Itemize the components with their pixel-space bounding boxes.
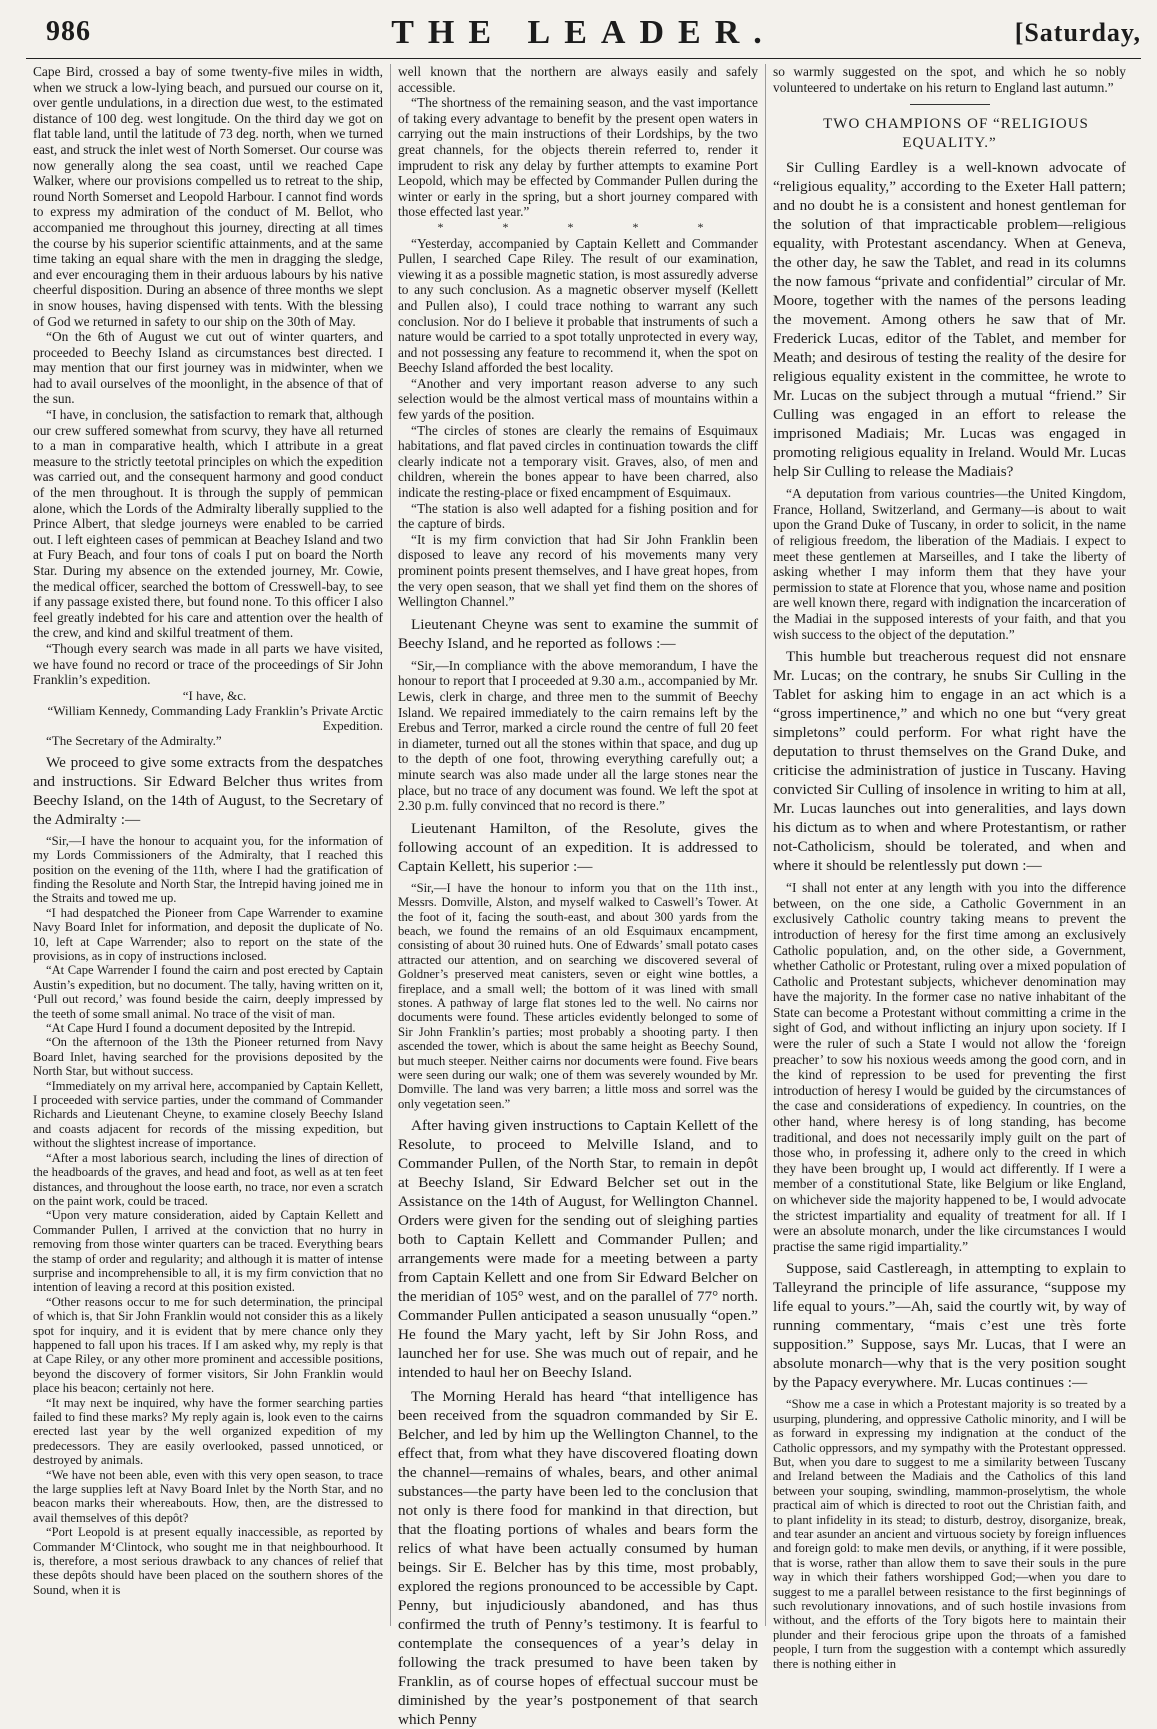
paragraph: Suppose, said Castlereagh, in attempting to explain to Talleyrand the principle of life assurance, “suppose my life equal to yours.”—Ah, said the courtly wit, by way of running commentary, “mais c’est une très forte supposition.” Suppose, says Mr. Lucas, that I were an absolute monarch—why that is the very position sought by the Papacy everywhere. Mr. Lucas continues :— (773, 1260, 1126, 1392)
paragraph: After having given instructions to Captain Kellett of the Resolute, to proceed to Melville Island, and to Commander Pullen, of the North Star, to remain in depôt at Beechy Island, Sir Edward Belcher set out in the Assistance on the 14th of August, for Wellington Channel. Orders were given for the sending out of sleighing parties both to Captain Kellett and Commander Pullen; and arrangements were made for a meeting between a party from Captain Kellett and one from Sir Edward Belcher on the meridian of 105° west, and on the parallel of 77° north. Commander Pullen anticipated a season unusually “open.” He found the Mary yacht, left by Sir John Ross, and launched her for use. She was much out of repair, and he intended to haul her on Beechy Island. (398, 1117, 758, 1382)
signature-name: “William Kennedy, Commanding Lady Franklin’s Private Arctic Expedition. (47, 702, 383, 733)
paragraph: “Immediately on my arrival here, accompanied by Captain Kellett, I proceeded with service parties, under the command of Commander Richards and Lieutenant Cheyne, to examine closely Beechy Island and coasts adjacent for records of the missing expedition, but without the slightest increase of importance. (33, 1078, 383, 1151)
paragraph: “I had despatched the Pioneer from Cape Warrender to examine Navy Board Inlet for information, and deposit the duplicate of No. 10, left at Cape Warrender; also to report on the state of the provisions, as in copy of instructions inclosed. (33, 905, 383, 963)
paragraph: “Though every search was made in all parts we have visited, we have found no record or trace of the proceedings of Sir John Franklin’s expedition. (33, 640, 383, 688)
paragraph: “Yesterday, accompanied by Captain Kellett and Commander Pullen, I searched Cape Riley. The result of our examination, viewing it as a possible magnetic station, is most assuredly adverse to any such conclusion. As a magnetic observer myself (Kellett and Pullen also), I could trace nothing to warrant any such conclusion. Nor do I believe it probable that instruments of such a nature would be carried to a spot totally unprotected in every way, and not possessing any feature to recommend it, when the spot on Beechy Island afforded the best locality. (398, 235, 758, 376)
paragraph: “I have, in conclusion, the satisfaction to remark that, although our crew suffered somewhat from scurvy, they have all returned to a man in comparative health, which I attribute in a great measure to the strictly teetotal principles on which the expedition was carried out, and the consequent harmony and good conduct of the men throughout. It is through the supply of pemmican alone, which the Lords of the Admiralty liberally supplied to the Prince Albert, that sledge journeys were enabled to be carried out. I left eighteen cases of pemmican at Beachey Island and two at Fury Beach, and four tons of coals I put on board the North Star. During my absence on the extended journey, Mr. Cowie, the medical officer, searched the bottom of Cresswell-bay, to see if any passage existed there, but found none. To this officer I also feel greatly indebted for his care and attention over the health of the crew, and kind and skilful treatment of them. (33, 407, 383, 641)
paragraph: “On the afternoon of the 13th the Pioneer returned from Navy Board Inlet, having searched for the provisions deposited by the North Star, but without success. (33, 1035, 383, 1079)
column-1 (26, 64, 390, 1626)
paragraph: This humble but treacherous request did not ensnare Mr. Lucas; on the contrary, he snubs Sir Culling in the Tablet for asking him to engage in an act which is a “gross impertinence,” and which no one but “very great simpletons” could perform. For what right have the deputation to thrust themselves on the Grand Duke, and criticise the administration of justice in Tuscany. Having convicted Sir Culling of insolence in writing to him at all, Mr. Lucas launches out into generalities, and lays down his dictum as to when and where Protestantism, or rather not-Catholicism, should be tolerated, and when and where it should be relentlessly put down :— (773, 648, 1126, 875)
column-3 (765, 64, 1133, 1671)
paragraph: “At Cape Warrender I found the cairn and post erected by Captain Austin’s expedition, but no document. The tally, having written on it, ‘Pull out record,’ was found beside the cairn, deeply impressed by the teeth of some small animal. No trace of the visit of man. (33, 963, 383, 1021)
paragraph: “Port Leopold is at present equally inaccessible, as reported by Commander M‘Clintock, who sought me in that neighbourhood. It is, therefore, a most serious drawback to any chances of relief that these depôts should have been placed on the southern shores of the Sound, when it is (33, 1525, 383, 1597)
section-divider (910, 104, 990, 105)
paragraph: “Sir,—I have the honour to inform you that on the 11th inst., Messrs. Domville, Alston, and myself walked to Caswell’s Tower. At the foot of it, facing the south-east, and about 300 yards from the beach, we found the remains of an old Esquimaux encampment, consisting of about 30 ruined huts. One of Edwards’ small potato cases attracted our attention, and on searching we discovered several of Goldner’s preserved meat canisters, seven or eight wine bottles, a fireplace, and a small well; the bottom of it was lined with small stones. A pathway of large flat stones led to the well. No cairns nor documents were found. These articles evidently belonged to some of Sir John Franklin’s parties; most probably a shooting party. I then ascended the tower, which is about the same height as Beechy Sound, but much steeper. Neither cairns nor documents were found. Five bears were seen during our walk; one of them was severely wounded by Mr. Domville. The land was very barren; a little moss and sorrel was the only vegetation seen.” (398, 880, 758, 1111)
section-stars: * * * * * (437, 219, 732, 234)
page-header (26, 12, 1141, 59)
column-2 (390, 64, 765, 1729)
paragraph: so warmly suggested on the spot, and which he so nobly volunteered to undertake on his return to England last autumn.” (773, 64, 1126, 95)
paragraph: “Sir,—I have the honour to acquaint you, for the information of my Lords Commissioners of the Admiralty, that I reached this position on the evening of the 11th, where I had the gratification of finding the Resolute and North Star, the Intrepid having joined me in the Straits and towed me up. (33, 833, 383, 906)
masthead: THE LEADER. (391, 14, 776, 51)
paragraph: We proceed to give some extracts from the despatches and instructions. Sir Edward Belcher thus writes from Beechy Island, on the 14th of August, to the Secretary of the Admiralty :— (33, 753, 383, 828)
paragraph: “After a most laborious search, including the lines of direction of the headboards of the graves, and head and foot, as well as at ten feet distances, and throughout the loose earth, no trace, nor even a scratch on the paint work, could be traced. (33, 1150, 383, 1208)
paragraph: Lieutenant Hamilton, of the Resolute, gives the following account of an expedition. It is addressed to Captain Kellett, his superior :— (398, 819, 758, 875)
paragraph: “The station is also well adapted for a fishing position and for the capture of birds. (398, 500, 758, 532)
paragraph: well known that the northern are always easily and safely accessible. (398, 64, 758, 95)
paragraph: “Upon very mature consideration, aided by Captain Kellett and Commander Pullen, I arrived at the conviction that no hurry in removing from those winter quarters can be traced. Everything bears the stamp of order and regularity; and although it is matter of intense surprise and incomprehensible to all, it is my firm conviction that no intention of leaving a record at this position existed. (33, 1208, 383, 1295)
signature-line: “I have, &c. (182, 687, 247, 703)
paragraph: “Show me a case in which a Protestant majority is so treated by a usurping, plundering, and oppressive Catholic minority, and I will be as forward in expressing my indignation at the conduct of the Catholic oppressors, and my sympathy with the Protestant oppressed. But, when you dare to suggest to me a similarity between Tuscany and Ireland between the Madiais and the Catholics of this land between your souping, swindling, mammon-proselytism, the whole practical aim of which is directed to root out the Christian faith, and to plant infidelity in its stead; to disturb, destroy, disorganize, break, and tear asunder an ancient and virtuous society by foreign influences and foreign gold: to make men devils, or anything, if it were possible, that is worse, rather than allow them to save their souls in the pure way in which their fathers worshipped God;—when you dare to suggest to me a parallel between resistance to the first beginnings of such revolutionary innovations, and of such hostile invasions from without, and the efforts of the Tory bigots here to maintain their plunder and their ferocious gripe upon the throats of a famished people, I turn from the suggestion with a contempt which assuredly there is nothing either in (773, 1397, 1126, 1671)
paragraph: “The circles of stones are clearly the remains of Esquimaux habitations, and flat paved circles in continuation towards the cliff clearly indicate not a temporary visit. Graves, also, of men and children, wherein the bones appear to have been charred, also indicate the resting-place or fixed encampment of Esquimaux. (398, 422, 758, 501)
paragraph: “I shall not enter at any length with you into the difference between, on the one side, a Catholic Government in an exclusively Catholic country taking means to prevent the introduction of heresy for the first time among an exclusively Catholic population, and, on the other side, a Government, whether Catholic or Protestant, ruling over a mixed population of Catholic and Protestant subjects, whichever denomination may have the majority. In the former case no native inhabitant of the State can become a Protestant without committing a crime in the sight of God, and without inflicting an injury upon society. If I were the ruler of such a State I would not allow the ‘foreign preacher’ to sow his noxious weeds among the good corn, and in the kind of repression to be used for preventing the first introduction of heresy I would be guided by the circumstances of the case and considerations of expediency. In countries, on the other hand, where heresy is of long standing, has become traditional, and does not necessarily imply guilt on the part of those who, in professing it, adhere only to the creed in which they have been brought up, I would act differently. If I were a member of a constitutional State, like Belgium or like England, on whichever side the majority happened to be, I would advocate the strictest impartiality and equality of treatment for all. If I were an absolute monarch, under the like circumstances I would practise the same rigid impartiality.” (773, 880, 1126, 1254)
paragraph: “Sir,—In compliance with the above memorandum, I have the honour to report that I proceeded at 9.30 a.m., accompanied by Mr. Lewis, clerk in charge, and three men to the summit of Beechy Island. We repaired immediately to the cairn remains left by the Erebus and Terror, marked a circle round the centre of full 20 feet in diameter, turned out all the stones within that space, and dug up to the depth of one foot, throwing everything carefully out; a minute search was also made under all the large stones near the place, but no trace of any document was found. We left the spot at 2.30 p.m. fully convinced that no record is there.” (398, 657, 758, 814)
paragraph: “Another and very important reason adverse to any such selection would be the almost vertical mass of mountains within a few yards of the position. (398, 375, 758, 423)
paragraph: The Morning Herald has heard “that intelligence has been received from the squadron commanded by Sir E. Belcher, and led by him up the Wellington Channel, to the effect that, from what they have discovered floating down the channel—remains of whales, bears, and other animal substances—the party have been led to the conclusion that not only is there food for mankind in that direction, but that the floating portions of whales and bears form the relics of what have been actually consumed by human beings. Sir E. Belcher has by this time, most probably, explored the regions pronounced to be accessible by Capt. Penny, but injudiciously abandoned, and has thus confirmed the truth of Penny’s testimony. It is fearful to contemplate the consequences of a year’s delay in following the track presumed to have been taken by Franklin, as of course hopes of effectual succour must be diminished by the year’s postponement of that search which Penny (398, 1388, 758, 1729)
issue-day: [Saturday, (1014, 18, 1141, 47)
addressee: “The Secretary of the Admiralty.” (46, 732, 222, 748)
paragraph: “It is my firm conviction that had Sir John Franklin been disposed to leave any record of his movements many very prominent points present themselves, and I have great hopes, from the very open season, that we shall yet find them on the shores of Wellington Channel.” (398, 531, 758, 610)
page-number: 986 (46, 16, 91, 47)
article-headline: TWO CHAMPIONS OF “RELIGIOUS EQUALITY.” (823, 116, 1089, 152)
columns (26, 64, 1141, 1729)
paragraph: “We have not been able, even with this very open season, to trace the large supplies left at Navy Board Inlet by the North Star, and no beacon marks their whereabouts. How, then, are the distressed to avail themselves of this depôt? (33, 1467, 383, 1525)
paragraph: “Other reasons occur to me for such determination, the principal of which is, that Sir John Franklin would not consider this as a likely spot for inquiry, and it is evident that by mere chance only they happened to fall upon his traces. If I am asked why, my reply is that at Cape Riley, or any other more prominent and accessible positions, beyond the discovery of former visitors, Sir John Franklin would place his beacon; certainly not here. (33, 1294, 383, 1396)
paragraph: “It may next be inquired, why have the former searching parties failed to find these marks? My reply again is, look even to the cairns erected last year by the well organized expedition of my predecessors. They are easily overlooked, passed unnoticed, or destroyed by animals. (33, 1395, 383, 1468)
paragraph: Cape Bird, crossed a bay of some twenty-five miles in width, when we struck a low-lying beach, and pursued our course on it, over gentle undulations, in a direction due west, to the estimated distance of 100 deg. west longitude. On the third day we got on flat table land, until the latitude of 73 deg. north, when we turned east, and struck the inlet west of North Somerset. Our course was now generally along the sea coast, until we reached Cape Walker, where our provisions compelled us to retreat to the ship, round North Somerset and Leopold Harbour. I cannot find words to express my admiration of the conduct of M. Bellot, who accompanied me throughout this journey, directing at all times the course by his superior scientific attainments, and at the same time taking an equal share with the men in dragging the sledge, and ever encouraging them in their arduous labours by his native cheerful disposition. During an absence of three months we slept in snow houses, having dispensed with tents. With the blessing of God we returned in safety to our ship on the 30th of May. (33, 64, 383, 329)
paragraph: “On the 6th of August we cut out of winter quarters, and proceeded to Beechy Island as circumstances best directed. I may mention that our first journey was in midwinter, when we had to avail ourselves of the moonlight, in the absence of that of the sun. (33, 329, 383, 407)
paragraph: Lieutenant Cheyne was sent to examine the summit of Beechy Island, and he reported as follows :— (398, 615, 758, 652)
paragraph: “At Cape Hurd I found a document deposited by the Intrepid. (46, 1021, 356, 1036)
paragraph: “The shortness of the remaining season, and the vast importance of taking every advantage to benefit by the present open waters in carrying out the main instructions of their Lordships, by the two great channels, for the objects therein referred to, render it imprudent to risk any delay by further attempts to examine Port Leopold, which may be effected by Commander Pullen during the winter or early in the spring, but a short journey compared with those effected last year.” (398, 95, 758, 220)
paragraph: “A deputation from various countries—the United Kingdom, France, Holland, Switzerland, and Germany—is about to wait upon the Grand Duke of Tuscany, in order to solicit, in the name of religious freedom, the liberation of the Madiais. I expect to meet these gentlemen at Marseilles, and I take the liberty of asking whether I may inform them that they have your permission to state at Florence that you, whose name and position are well known there, regard with indignation the incarceration of the Madiai in the supposed interests of your faith, and that you wish success to the object of the deputation.” (773, 486, 1126, 642)
paragraph: Sir Culling Eardley is a well-known advocate of “religious equality,” according to the Exeter Hall pattern; and no doubt he is a consistent and honest gentleman for the solution of that impracticable problem—religious equality, with Protestant ascendancy. When at Geneva, the other day, he saw the Tablet, and read in its columns the now famous “private and confidential” circular of Mr. Moore, together with the names of the persons leading the movement. Among others he saw that of Mr. Frederick Lucas, editor of the Tablet, and member for Meath; and desirous of testing the reality of the desire for religious equality existent in the committee, he wrote to Mr. Lucas on the subject through a mutual “friend.” Sir Culling was engaged in an effort to release the imprisoned Madiais; Mr. Lucas was engaged in promoting religious equality in Ireland. Would Mr. Lucas help Sir Culling to release the Madiais? (773, 159, 1126, 481)
